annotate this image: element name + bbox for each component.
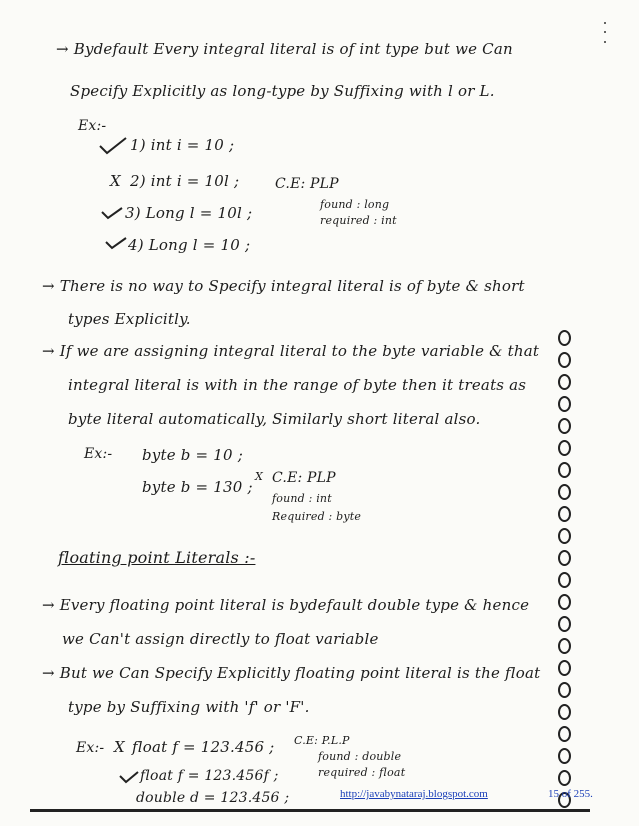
binder-hole <box>558 616 571 632</box>
example-1: 1) int i = 10 ; <box>130 136 235 154</box>
checkmark-icon <box>98 136 128 156</box>
binder-hole <box>558 572 571 588</box>
footer-page-number: 15 of 255. <box>548 788 593 800</box>
binder-hole <box>558 396 571 412</box>
note-line-6: integral literal is with in the range of byte then it treats as <box>68 376 527 394</box>
example-2-required: required : int <box>320 214 397 227</box>
byte-example-1: byte b = 10 ; <box>142 446 243 464</box>
example-2-found: found : long <box>320 198 390 211</box>
example-4: 4) Long l = 10 ; <box>128 236 251 254</box>
byte-example-2-mark: X <box>255 470 264 483</box>
section-heading: floating point Literals :- <box>58 548 256 567</box>
note-line-9: we Can't assign directly to float variable <box>62 630 379 648</box>
checkmark-icon <box>104 236 128 250</box>
note-line-10: → But we Can Specify Explicitly floating point literal is the float <box>42 664 541 682</box>
note-line-5: → If we are assigning integral literal to the byte variable & that <box>42 342 540 360</box>
binder-hole <box>558 374 571 390</box>
binder-hole <box>558 330 571 346</box>
note-line-2: Specify Explicitly as long-type by Suffixing with l or L. <box>70 82 495 100</box>
binder-hole <box>558 594 571 610</box>
example-2-mark: X <box>110 172 121 190</box>
note-line-8: → Every floating point literal is bydefault double type & hence <box>42 596 530 614</box>
byte-example-2-ce: C.E: PLP <box>272 470 336 486</box>
byte-example-2-required: Required : byte <box>272 510 362 523</box>
double-example: double d = 123.456 ; <box>136 790 290 806</box>
edge-marks <box>602 20 608 50</box>
note-line-1: → Bydefault Every integral literal is of int type but we Can <box>56 40 513 58</box>
binder-hole <box>558 440 571 456</box>
float-example-1-required: required : float <box>318 766 406 779</box>
byte-example-label: Ex:- <box>84 446 113 462</box>
float-example-1-found: found : double <box>318 750 402 763</box>
example-2-ce: C.E: PLP <box>275 176 339 192</box>
float-example-1: float f = 123.456 ; <box>132 738 275 756</box>
example-label: Ex:- <box>78 118 107 134</box>
binder-hole <box>558 770 571 786</box>
binder-hole <box>558 462 571 478</box>
bottom-rule <box>30 809 590 812</box>
float-example-1-mark: X <box>114 738 125 756</box>
binder-hole <box>558 352 571 368</box>
binder-hole <box>558 682 571 698</box>
checkmark-icon <box>100 206 124 220</box>
binder-hole <box>558 726 571 742</box>
float-example-2: float f = 123.456f ; <box>140 768 279 784</box>
footer-link[interactable]: http://javabynataraj.blogspot.com <box>340 788 488 800</box>
binder-hole <box>558 550 571 566</box>
binder-hole <box>558 660 571 676</box>
binder-hole <box>558 418 571 434</box>
binder-hole <box>558 484 571 500</box>
byte-example-2-found: found : int <box>272 492 332 505</box>
checkmark-icon <box>118 770 140 784</box>
float-example-1-ce: C.E: P.L.P <box>294 734 350 747</box>
example-3: 3) Long l = 10l ; <box>125 204 253 222</box>
binder-hole <box>558 704 571 720</box>
note-line-3: → There is no way to Specify integral literal is of byte & short <box>42 277 525 295</box>
note-line-4: types Explicitly. <box>68 310 191 328</box>
binder-hole <box>558 748 571 764</box>
binder-hole <box>558 506 571 522</box>
example-2: 2) int i = 10l ; <box>130 172 240 190</box>
byte-example-2: byte b = 130 ; <box>142 478 253 496</box>
note-line-11: type by Suffixing with 'f' or 'F'. <box>68 698 310 716</box>
binder-hole <box>558 528 571 544</box>
binder-hole <box>558 638 571 654</box>
float-example-label: Ex:- <box>76 740 105 756</box>
note-line-7: byte literal automatically, Similarly short literal also. <box>68 410 481 428</box>
